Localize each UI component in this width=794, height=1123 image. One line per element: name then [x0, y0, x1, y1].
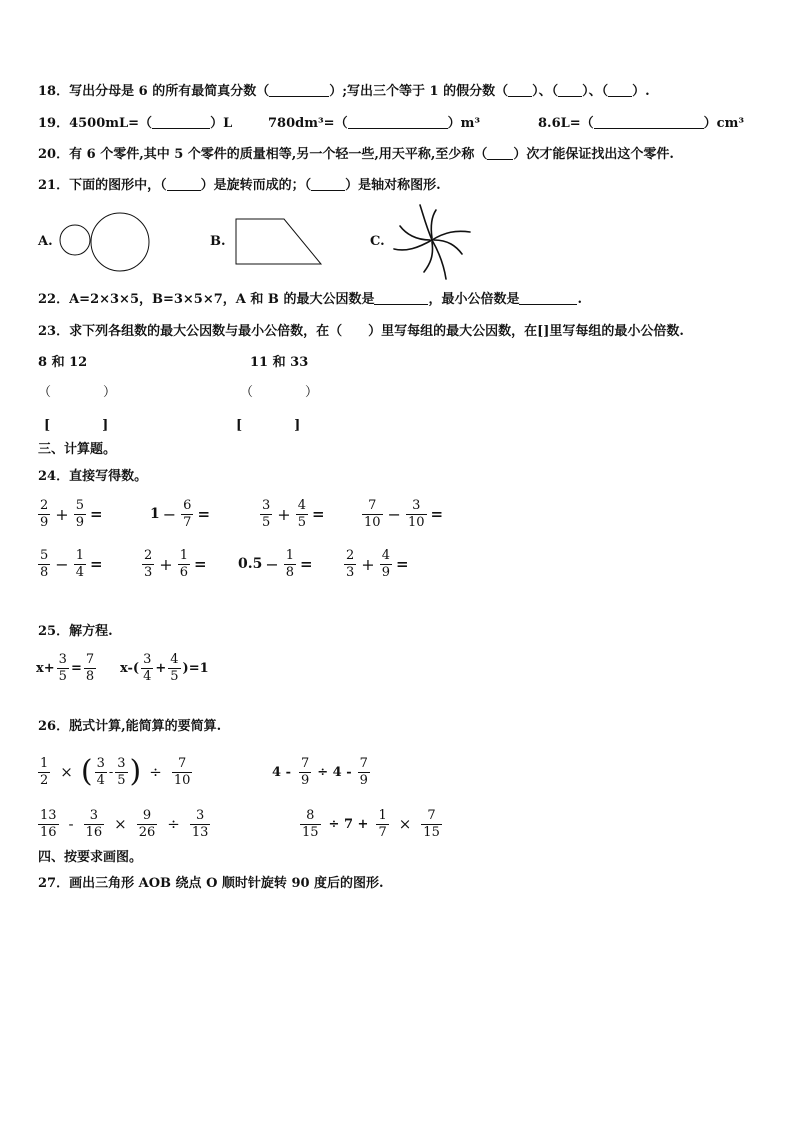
- lcm-bracket-1[interactable]: [ ]: [44, 418, 109, 433]
- group-2-label: 11 和 33: [250, 355, 309, 370]
- fraction: $\frac{3}{5}$: [58, 651, 67, 684]
- times-sign: ×: [398, 815, 412, 833]
- fraction: $\frac{8}{15}$: [302, 807, 319, 840]
- blade-1: [420, 205, 432, 240]
- q19-c-unit: ）cm³: [703, 116, 745, 131]
- fraction: $\frac{1}{7}$: [378, 807, 387, 840]
- eq2-end: )=1: [182, 660, 209, 676]
- question-25-title: 25．解方程.: [38, 624, 113, 639]
- q22-text-a: 22．A=2×3×5，B=3×5×7，A 和 B 的最大公因数是: [38, 292, 375, 307]
- question-21: [38, 178, 441, 194]
- fraction: $\frac{7}{15}$: [423, 807, 440, 840]
- q24-expr-2: 1 − $\frac{6}{7}$ =: [150, 497, 211, 530]
- blade-3b: [424, 242, 433, 272]
- q18-text-a: 18．写出分母是 6 的所有最简真分数（: [38, 84, 270, 99]
- option-c-label: C.: [370, 234, 385, 249]
- q20-text-a: 20．有 6 个零件,其中 5 个零件的质量相等,另一个轻一些,用天平称,至少称（: [38, 147, 488, 162]
- q24-expr-7: 0.5 − $\frac{1}{8}$ =: [238, 547, 313, 580]
- fraction: [38, 498, 50, 531]
- section-4-title: 四、按要求画图。: [38, 850, 143, 865]
- answer-blank[interactable]: [487, 147, 513, 160]
- q19-b-unit: ）m³: [447, 116, 481, 131]
- minus-sign: -: [68, 815, 74, 833]
- q21-text-c: ）是轴对称图形.: [345, 178, 441, 193]
- blade-4b: [400, 226, 430, 240]
- gcf-paren-2[interactable]: （ ）: [240, 385, 319, 400]
- answer-blank[interactable]: [519, 292, 577, 305]
- trapezoid-shape: [236, 219, 321, 264]
- q18-text-b: ）;写出三个等于 1 的假分数（: [329, 84, 509, 99]
- fraction: $\frac{7}{9}$: [300, 755, 310, 788]
- divide-sign: ÷: [167, 815, 180, 833]
- q18-end: ）.: [632, 84, 650, 99]
- blade-2: [432, 231, 470, 240]
- fraction: $\frac{7}{9}$: [359, 755, 368, 788]
- blade-4: [394, 240, 432, 250]
- fraction: $\frac{2}{3}$: [346, 547, 355, 580]
- answer-blank[interactable]: [152, 116, 210, 129]
- fraction: $\frac{3}{4}$: [96, 755, 105, 788]
- option-c-figure: [390, 202, 474, 282]
- option-b-figure: [232, 216, 326, 268]
- expr2-div-four-minus: ÷ 4 -: [317, 764, 352, 780]
- divide-sign: ÷: [149, 763, 162, 781]
- q24-expr-8: $\frac{2}{3}$ + $\frac{4}{9}$ =: [346, 547, 409, 580]
- question-18: [38, 84, 650, 100]
- fraction: $\frac{3}{5}$: [262, 497, 271, 530]
- fraction: $\frac{6}{7}$: [183, 497, 192, 530]
- fraction: $\frac{9}{26}$: [138, 807, 156, 840]
- question-23: 23．求下列各组数的最大公因数与最小公倍数，在（ ）里写每组的最大公因数，在[]里写每组的最小公倍数.: [38, 324, 684, 339]
- blade-1b: [431, 210, 436, 238]
- option-a-label: A.: [38, 234, 53, 249]
- q19-a-unit: ）L: [210, 116, 233, 131]
- fraction: $\frac{1}{8}$: [285, 547, 295, 580]
- equation-1: [36, 648, 98, 688]
- question-19-c: [538, 116, 744, 132]
- answer-blank[interactable]: [269, 84, 329, 97]
- fraction: $\frac{4}{9}$: [381, 547, 390, 580]
- fraction: $\frac{7}{8}$: [85, 651, 95, 684]
- fraction: $\frac{4}{5}$: [170, 651, 179, 684]
- gcf-paren-1[interactable]: （ ）: [38, 385, 117, 400]
- fraction: $\frac{4}{5}$: [297, 497, 306, 530]
- answer-blank[interactable]: [594, 116, 704, 129]
- q18-sep2: ）、（: [582, 84, 609, 99]
- question-20: [38, 147, 674, 163]
- fraction: $\frac{7}{10}$: [364, 497, 381, 530]
- answer-blank[interactable]: [608, 84, 632, 97]
- q19-a-text: 19．4500mL=（: [38, 116, 153, 131]
- q24-expr-4: $\frac{7}{10}$ − $\frac{3}{10}$ =: [364, 497, 444, 530]
- q24-expr-1: $\frac{2}{9}$ + $\frac{5}{9}$ =: [40, 497, 103, 530]
- eq1-equals: =: [70, 660, 82, 676]
- expr2-four-minus: 4 -: [272, 764, 291, 780]
- q20-text-b: ）次才能保证找出这个零件.: [513, 147, 674, 162]
- question-24-title: 24．直接写得数。: [38, 469, 148, 484]
- q18-sep1: ）、（: [532, 84, 559, 99]
- answer-blank[interactable]: [311, 178, 345, 191]
- q21-text-a: 21．下面的图形中，（: [38, 178, 167, 193]
- num: 2: [40, 497, 49, 513]
- fraction: $\frac{5}{8}$: [40, 547, 49, 580]
- q26-expr-3: [36, 804, 212, 844]
- times-sign: ×: [114, 815, 127, 833]
- minus-sign: -: [108, 764, 114, 780]
- small-circle: [60, 225, 90, 255]
- fraction: $\frac{3}{10}$: [407, 497, 425, 530]
- eq2-x: x-(: [120, 660, 140, 676]
- question-27: 27．画出三角形 AOB 绕点 O 顺时针旋转 90 度后的图形.: [38, 876, 384, 891]
- blade-3: [432, 240, 446, 279]
- large-circle: [91, 213, 149, 271]
- eq2-plus: +: [155, 660, 167, 676]
- q26-expr-1: $\frac{1}{2}$ × ( $\frac{3}{4}$ - $\frac{3}{5}$ ) ÷ $\frac{7}{10}$: [40, 754, 191, 789]
- answer-blank[interactable]: [374, 292, 428, 305]
- option-b-label: B.: [210, 234, 226, 249]
- answer-blank[interactable]: [348, 116, 448, 129]
- fraction: $\frac{5}{9}$: [75, 497, 84, 530]
- q21-text-b: ）是旋转而成的；（: [200, 178, 312, 193]
- equation-2: [120, 648, 209, 688]
- expr4-div-seven-plus: ÷ 7 +: [328, 816, 369, 832]
- fraction: $\frac{1}{4}$: [75, 547, 84, 580]
- option-a-figure: [58, 212, 152, 274]
- fraction: $\frac{3}{13}$: [191, 807, 209, 840]
- q26-expr-4: [298, 804, 444, 844]
- q26-expr-2: [272, 752, 372, 792]
- answer-blank[interactable]: [167, 178, 201, 191]
- answer-blank[interactable]: [508, 84, 532, 97]
- question-19-b: [268, 116, 480, 132]
- q19-c-text: 8.6L=（: [538, 116, 594, 131]
- answer-blank[interactable]: [558, 84, 582, 97]
- fraction: $\frac{13}{16}$: [40, 807, 57, 840]
- fraction: $\frac{3}{4}$: [143, 651, 152, 684]
- fraction: $\frac{3}{16}$: [85, 807, 103, 840]
- fraction: $\frac{1}{2}$: [40, 755, 49, 788]
- times-sign: ×: [60, 763, 73, 781]
- question-22: [38, 292, 582, 308]
- fraction: $\frac{2}{3}$: [144, 547, 153, 580]
- q24-expr-5: $\frac{5}{8}$ − $\frac{1}{4}$ =: [40, 547, 103, 580]
- q22-text-b: ，最小公倍数是: [428, 292, 520, 307]
- question-19-a: [38, 116, 232, 132]
- q19-b-text: 780dm³=（: [268, 116, 348, 131]
- q22-text-c: .: [577, 292, 582, 307]
- section-3-title: 三、计算题。: [38, 442, 117, 457]
- eq1-x: x+: [36, 660, 55, 676]
- fraction: $\frac{3}{5}$: [117, 755, 126, 788]
- question-26-title: 26．脱式计算,能简算的要简算.: [38, 719, 222, 734]
- den: 9: [40, 514, 49, 530]
- group-1-label: 8 和 12: [38, 355, 88, 370]
- fraction: $\frac{7}{10}$: [173, 755, 191, 788]
- q24-expr-6: $\frac{2}{3}$ + $\frac{1}{6}$ =: [144, 547, 207, 580]
- fraction: $\frac{1}{6}$: [179, 547, 188, 580]
- q24-expr-3: $\frac{3}{5}$ + $\frac{4}{5}$ =: [262, 497, 325, 530]
- lcm-bracket-2[interactable]: [ ]: [236, 418, 301, 433]
